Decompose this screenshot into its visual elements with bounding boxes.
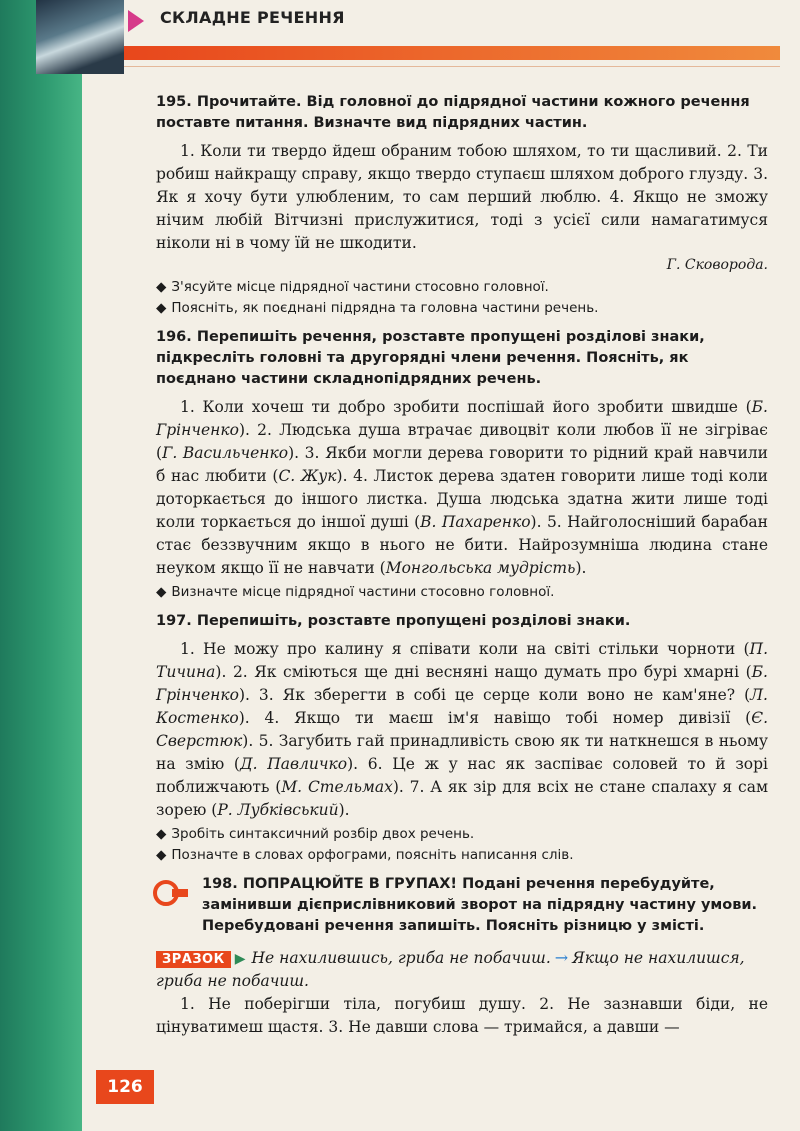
task-196-bullet: ◆ Визначте місце підрядної частини стосовно головної. [156, 584, 555, 600]
task-198-text: 1. Не поберігши тіла, погубиш душу. 2. Не зазнавши біди, не цінуватимеш щастя. 3. Не давши слова — тримайся, а давши — [156, 995, 768, 1036]
task-197-bullet: ◆ Зробіть синтаксичний розбір двох речень. [156, 826, 475, 842]
sample-after: Якщо не нахилишся, гриба не побачиш. [156, 949, 745, 990]
task-195-bullet: ◆ З'ясуйте місце підрядної частини стосовно головної. [156, 279, 549, 295]
play-arrow-icon: ▶ [234, 951, 246, 967]
task-195-text: 1. Коли ти твердо йдеш обраним тобою шляхом, то ти щасливий. 2. Ти робиш найкращу справу, якщо твердо ступаєш шляхом доброго глузду. 3. Як я хочу бути улюбленим, то сам перший люблю. 4. Якщо не зможу нічим любій Вітчизні прислужитися, тоді з усієї сили намагатимуся ніколи ні в чому їй не шкодити. [156, 142, 768, 252]
header-rule [124, 66, 780, 67]
task-195-title: 195. Прочитайте. Від головної до підрядної частини кожного речення поставте питання. Визначте вид підрядних частин. [156, 94, 750, 131]
diamond-icon: ◆ [156, 279, 167, 295]
task-198 [156, 874, 768, 1039]
task-197-bullet: ◆ Позначте в словах орфограми, поясніть написання слів. [156, 847, 574, 863]
chapter-title: СКЛАДНЕ РЕЧЕННЯ [160, 8, 345, 27]
diamond-icon: ◆ [156, 847, 167, 863]
page-content [156, 92, 768, 1047]
chapter-photo [36, 0, 124, 74]
task-197-title: 197. Перепишіть, розставте пропущені розділові знаки. [156, 613, 631, 629]
diamond-icon: ◆ [156, 300, 167, 316]
task-197-text: 1. Не можу про калину я співати коли на світі стільки чорноти (П. Тичина). 2. Як сміються ще дні весняні нащо думать про бурі хмарні (Б. Грінченко). 3. Як зберегти в собі це серце коли воно не кам'яне? (Л. Костенко). 4. Якщо ти маєш ім'я навіщо тобі номер дивізії (Є. Сверстюк). 5. Загубить гай принадливість свою як ти наткнешся в ньому на змію (Д. Павличко). 6. Це ж у нас як заспіває соловей то й зорі поближчають (М. Стельмах). 7. А як зір для всіх не стане спалаху я сам зорею (Р. Лубківський). [156, 640, 769, 819]
task-195 [156, 92, 768, 319]
sample-badge: ЗРАЗОК [156, 951, 231, 968]
diamond-icon: ◆ [156, 826, 167, 842]
sidebar-stripe [0, 0, 82, 1131]
task-197 [156, 611, 768, 866]
task-196 [156, 327, 768, 603]
sample-row [156, 947, 768, 993]
header-tab-icon [128, 10, 144, 32]
group-work-icon [152, 878, 190, 908]
task-196-title: 196. Перепишіть речення, розставте пропущені розділові знаки, підкресліть головні та другорядні члени речення. Поясніть, як поєднано частини складнопідрядних речень. [156, 329, 705, 387]
task-196-text: 1. Коли хочеш ти добро зробити поспішай його зробити швидше (Б. Грінченко). 2. Людська душа втрачає дивоцвіт коли любов її не зігріває (Г. Васильченко). 3. Якби могли дерева говорити то рідний край навчили б нас любити (С. Жук). 4. Листок дерева здатен говорити лише тоді коли доторкається до іншого листка. Душа людська здатна жити лише тоді коли торкається до іншої душі (В. Пахаренко). 5. Найголосніший барабан стає беззвучним якщо в нього не бити. Найрозумніша людина стане неуком якщо її не навчати (Монгольська мудрість). [156, 398, 768, 577]
arrow-right-icon: → [554, 948, 569, 967]
task-195-bullet: ◆ Поясніть, як поєднані підрядна та головна частини речень. [156, 300, 599, 316]
sample-before: Не нахилившись, гриба не побачиш. [251, 949, 551, 967]
header-bar [124, 46, 780, 60]
task-198-title: 198. ПОПРАЦЮЙТЕ В ГРУПАХ! Подані речення перебудуйте, замінивши дієприслівниковий зворот на підрядну частину умови. Перебудовані речення запишіть. Поясніть різницю у змісті. [202, 876, 758, 934]
task-195-author: Г. Сковорода. [666, 257, 768, 273]
page-number: 126 [96, 1070, 154, 1104]
diamond-icon: ◆ [156, 584, 167, 600]
